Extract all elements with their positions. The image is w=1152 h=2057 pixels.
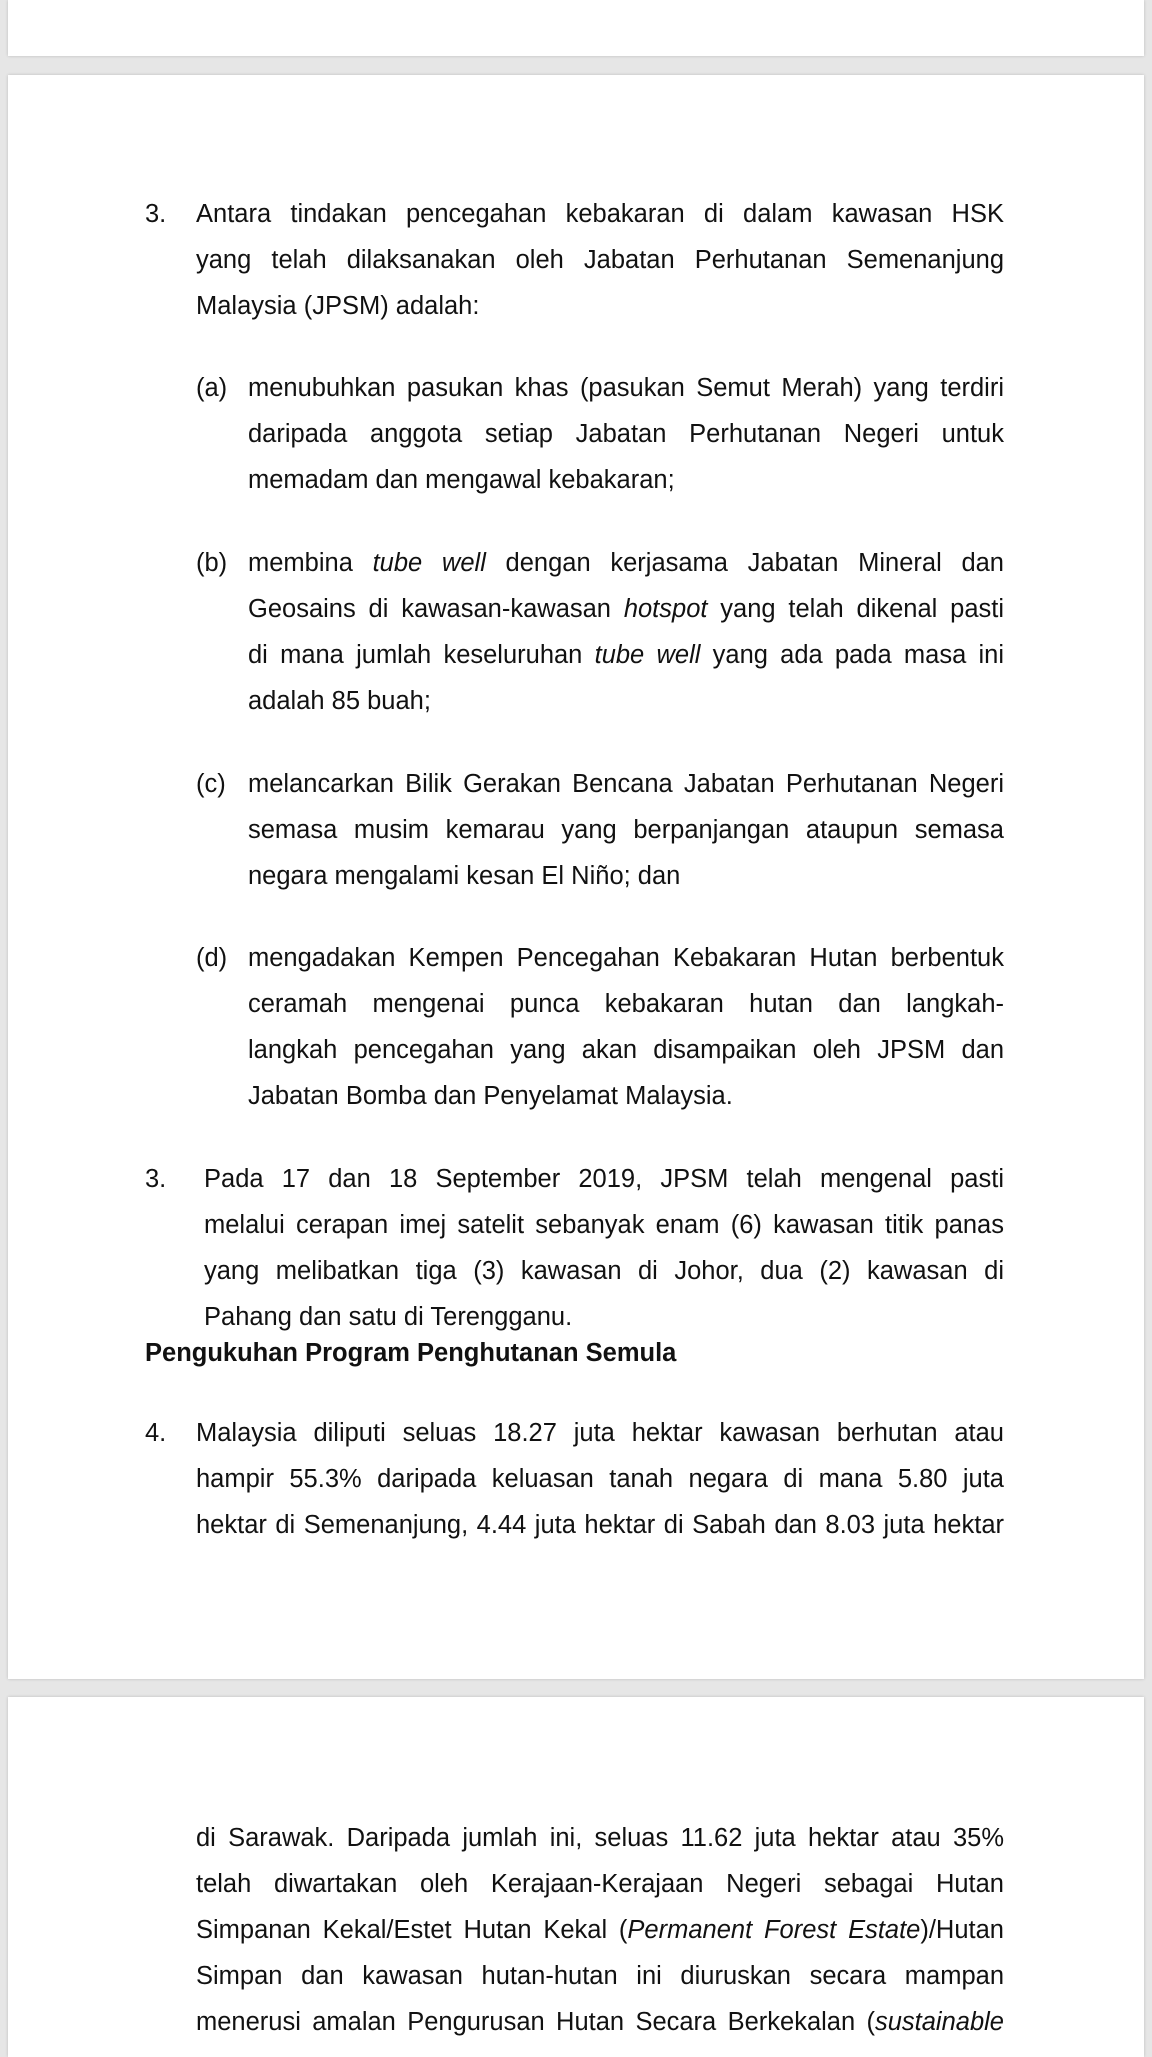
text-line: mengadakan Kempen Pencegahan Kebakaran Hutan berbentuk — [248, 944, 1004, 972]
text-line: Pahang dan satu di Terengganu. — [204, 1303, 573, 1331]
subitem-label: (c) — [196, 770, 226, 798]
subitem-label: (b) — [196, 549, 228, 577]
section-heading: Pengukuhan Program Penghutanan Semula — [145, 1339, 677, 1367]
next-document-page — [8, 1697, 1144, 2057]
paragraph-subitem-d — [248, 935, 1004, 1119]
text-line: menubuhkan pasukan khas (pasukan Semut Merah) yang terdiri — [248, 374, 1004, 402]
italic-term: tube well — [372, 549, 486, 577]
document-page — [8, 75, 1144, 1679]
italic-term: sustainable — [874, 2008, 1004, 2036]
text-line: Antara tindakan pencegahan kebakaran di dalam kawasan HSK — [196, 200, 1004, 228]
text-line: yang melibatkan tiga (3) kawasan di Johor, dua (2) kawasan di — [204, 1257, 1004, 1285]
item-number: 3. — [145, 1165, 167, 1193]
paragraph-item-4 — [196, 1410, 1004, 1548]
paragraph-subitem-b — [248, 540, 1004, 724]
paragraph-item-3 — [196, 191, 1004, 329]
text-line: menerusi amalan Pengurusan Hutan Secara Berkekalan (sustainable — [196, 2008, 1004, 2036]
text-line: Simpan dan kawasan hutan-hutan ini diuruskan secara mampan — [196, 1962, 1004, 1990]
text-line: adalah 85 buah; — [248, 687, 431, 715]
text-line: telah diwartakan oleh Kerajaan-Kerajaan Negeri sebagai Hutan — [196, 1870, 1004, 1898]
italic-term: Permanent Forest Estate — [627, 1916, 921, 1944]
text-line: Pada 17 dan 18 September 2019, JPSM telah mengenal pasti — [204, 1165, 1004, 1193]
text-line: memadam dan mengawal kebakaran; — [248, 466, 675, 494]
text-line: Geosains di kawasan-kawasan hotspot yang telah dikenal pasti — [248, 595, 1004, 623]
subitem-label: (d) — [196, 944, 228, 972]
text-line: Jabatan Bomba dan Penyelamat Malaysia. — [248, 1082, 733, 1110]
paragraph-subitem-c — [248, 761, 1004, 899]
text-line: hampir 55.3% daripada keluasan tanah negara di mana 5.80 juta — [196, 1465, 1004, 1493]
item-number: 4. — [145, 1419, 167, 1447]
italic-term: hotspot — [623, 595, 708, 623]
subitem-label: (a) — [196, 374, 228, 402]
paragraph-item-4-continued — [196, 1815, 1004, 2045]
text-line: hektar di Semenanjung, 4.44 juta hektar di Sabah dan 8.03 juta hektar — [196, 1511, 1004, 1539]
text-line: melalui cerapan imej satelit sebanyak enam (6) kawasan titik panas — [204, 1211, 1004, 1239]
text-line: daripada anggota setiap Jabatan Perhutanan Negeri untuk — [248, 420, 1004, 448]
text-line: Malaysia diliputi seluas 18.27 juta hektar kawasan berhutan atau — [196, 1419, 1004, 1447]
text-line: ceramah mengenai punca kebakaran hutan dan langkah- — [248, 990, 1004, 1018]
text-line: negara mengalami kesan El Niño; dan — [248, 862, 681, 890]
text-line: yang telah dilaksanakan oleh Jabatan Perhutanan Semenanjung — [196, 246, 1004, 274]
text-line: langkah pencegahan yang akan disampaikan oleh JPSM dan — [248, 1036, 1004, 1064]
text-line: di Sarawak. Daripada jumlah ini, seluas 11.62 juta hektar atau 35% — [196, 1824, 1004, 1852]
text-line: semasa musim kemarau yang berpanjangan ataupun semasa — [248, 816, 1004, 844]
item-number: 3. — [145, 200, 167, 228]
paragraph-item-3-second — [204, 1156, 1004, 1340]
text-line: di mana jumlah keseluruhan tube well yang ada pada masa ini — [248, 641, 1004, 669]
text-line: melancarkan Bilik Gerakan Bencana Jabatan Perhutanan Negeri — [248, 770, 1004, 798]
text-line: membina tube well dengan kerjasama Jabatan Mineral dan — [248, 549, 1004, 577]
text-line: Malaysia (JPSM) adalah: — [196, 292, 480, 320]
text-line: Simpanan Kekal/Estet Hutan Kekal (Permanent Forest Estate)/Hutan — [196, 1916, 1004, 1944]
italic-term: tube well — [594, 641, 701, 669]
paragraph-subitem-a — [248, 365, 1004, 503]
previous-page-fragment — [8, 0, 1144, 56]
